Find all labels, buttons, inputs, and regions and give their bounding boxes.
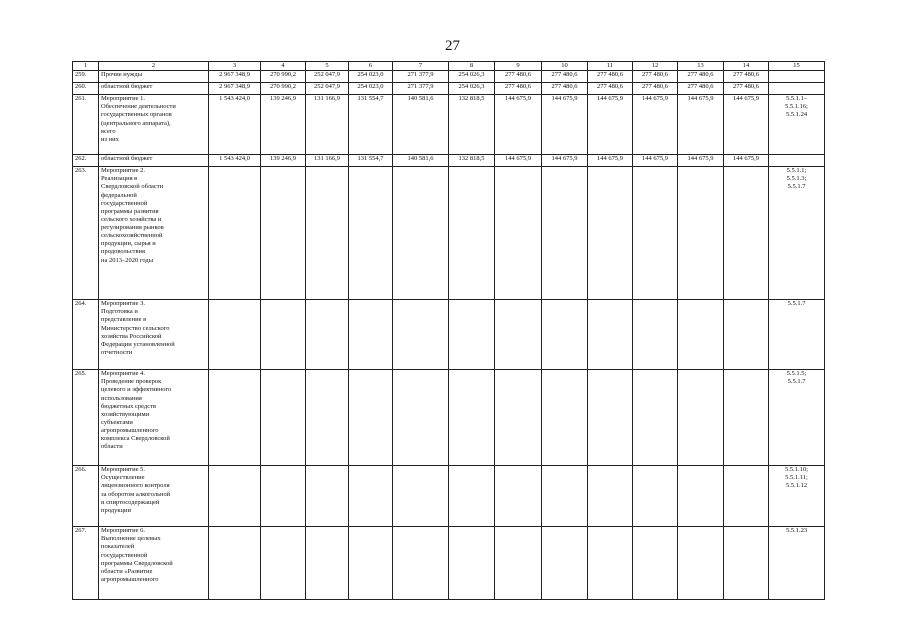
value-cell: 277 480,6 <box>588 71 633 83</box>
table-row <box>73 167 825 300</box>
table-row <box>73 466 825 527</box>
value-cell: 254 023,0 <box>349 83 393 95</box>
column-header: 11 <box>588 62 633 71</box>
value-cell <box>349 300 393 370</box>
value-cell <box>261 466 306 527</box>
value-cell: 144 675,9 <box>678 95 724 155</box>
value-cell <box>678 167 724 300</box>
target-reference <box>769 155 825 167</box>
row-number: 267. <box>73 527 99 600</box>
value-cell <box>588 370 633 466</box>
value-cell: 254 026,3 <box>449 83 495 95</box>
value-cell <box>209 300 261 370</box>
value-cell <box>542 527 588 600</box>
row-name: Мероприятие 1. Обеспечение деятельности государственных органов (центрального аппарата), всего из них <box>99 95 209 155</box>
value-cell <box>724 370 769 466</box>
value-cell <box>724 167 769 300</box>
value-cell: 270 990,2 <box>261 83 306 95</box>
value-cell <box>209 370 261 466</box>
value-cell: 131 554,7 <box>349 95 393 155</box>
row-name: Мероприятие 6. Выполнение целевых показателей государственной программы Свердловской области «Развитие агропромышленного <box>99 527 209 600</box>
value-cell <box>633 167 678 300</box>
value-cell: 277 480,6 <box>495 71 542 83</box>
column-header: 12 <box>633 62 678 71</box>
column-header: 7 <box>393 62 449 71</box>
value-cell: 270 990,2 <box>261 71 306 83</box>
value-cell: 139 246,9 <box>261 155 306 167</box>
value-cell <box>495 300 542 370</box>
row-number: 261. <box>73 95 99 155</box>
row-name: Мероприятие 2. Реализация в Свердловской области федеральной государственной программы развития сельского хозяйства и регулирования рынков сельскохозяйственной продукции, сырья и продовольствия на 2013–2020 годы <box>99 167 209 300</box>
target-reference <box>769 71 825 83</box>
value-cell <box>588 300 633 370</box>
table-row <box>73 300 825 370</box>
value-cell: 144 675,9 <box>588 95 633 155</box>
column-header: 3 <box>209 62 261 71</box>
value-cell: 144 675,9 <box>724 95 769 155</box>
value-cell <box>261 167 306 300</box>
column-header: 8 <box>449 62 495 71</box>
value-cell: 144 675,9 <box>542 155 588 167</box>
value-cell: 131 166,9 <box>306 95 349 155</box>
value-cell <box>449 527 495 600</box>
value-cell <box>449 167 495 300</box>
column-header: 1 <box>73 62 99 71</box>
value-cell: 277 480,6 <box>495 83 542 95</box>
value-cell: 140 581,6 <box>393 95 449 155</box>
page-number: 27 <box>445 38 460 54</box>
value-cell <box>495 167 542 300</box>
value-cell: 144 675,9 <box>633 95 678 155</box>
value-cell: 139 246,9 <box>261 95 306 155</box>
column-header: 9 <box>495 62 542 71</box>
value-cell: 277 480,6 <box>678 71 724 83</box>
table-row <box>73 71 825 83</box>
value-cell: 277 480,6 <box>678 83 724 95</box>
value-cell <box>542 370 588 466</box>
value-cell: 131 166,9 <box>306 155 349 167</box>
table-row <box>73 370 825 466</box>
value-cell <box>306 300 349 370</box>
row-number: 259. <box>73 71 99 83</box>
value-cell <box>495 466 542 527</box>
row-name: областной бюджет <box>99 83 209 95</box>
value-cell <box>633 300 678 370</box>
value-cell <box>588 527 633 600</box>
value-cell <box>633 466 678 527</box>
value-cell: 144 675,9 <box>633 155 678 167</box>
value-cell <box>349 466 393 527</box>
value-cell <box>261 370 306 466</box>
value-cell <box>678 527 724 600</box>
column-header: 2 <box>99 62 209 71</box>
value-cell <box>542 300 588 370</box>
value-cell: 252 047,9 <box>306 83 349 95</box>
target-reference: 5.5.1.1; 5.5.1.3; 5.5.1.7 <box>769 167 825 300</box>
value-cell <box>678 300 724 370</box>
value-cell: 277 480,6 <box>633 71 678 83</box>
value-cell <box>393 370 449 466</box>
value-cell <box>449 370 495 466</box>
row-name: Мероприятие 3. Подготовка и представление в Министерство сельского хозяйства Российской Федерации установленной отчетности <box>99 300 209 370</box>
value-cell <box>306 370 349 466</box>
value-cell <box>633 370 678 466</box>
value-cell <box>724 300 769 370</box>
row-number: 266. <box>73 466 99 527</box>
value-cell <box>349 370 393 466</box>
value-cell: 132 818,5 <box>449 155 495 167</box>
row-name: областной бюджет <box>99 155 209 167</box>
value-cell: 144 675,9 <box>542 95 588 155</box>
target-reference: 5.5.1.10; 5.5.1.11; 5.5.1.12 <box>769 466 825 527</box>
table-header-row <box>73 62 825 71</box>
value-cell <box>393 167 449 300</box>
value-cell <box>449 466 495 527</box>
row-number: 264. <box>73 300 99 370</box>
value-cell <box>209 527 261 600</box>
column-header: 5 <box>306 62 349 71</box>
value-cell: 140 581,6 <box>393 155 449 167</box>
value-cell: 277 480,6 <box>542 71 588 83</box>
table-row <box>73 155 825 167</box>
value-cell: 144 675,9 <box>724 155 769 167</box>
value-cell <box>588 466 633 527</box>
value-cell: 254 026,3 <box>449 71 495 83</box>
value-cell <box>393 527 449 600</box>
row-name: Мероприятие 5. Осуществление лицензионного контроля за оборотом алкогольной и спиртосодержащей продукции <box>99 466 209 527</box>
value-cell <box>724 466 769 527</box>
value-cell <box>306 167 349 300</box>
budget-table <box>72 61 825 600</box>
target-reference <box>769 83 825 95</box>
value-cell <box>588 167 633 300</box>
row-name: Мероприятие 4. Проведение проверок целевого и эффективного использования бюджетных средств хозяйствующими субъектами агропромышленного комплекса Свердловской области <box>99 370 209 466</box>
value-cell <box>724 527 769 600</box>
target-reference: 5.5.1.5; 5.5.1.7 <box>769 370 825 466</box>
table-row <box>73 527 825 600</box>
value-cell <box>306 466 349 527</box>
value-cell <box>393 466 449 527</box>
value-cell: 144 675,9 <box>495 95 542 155</box>
value-cell <box>393 300 449 370</box>
value-cell: 2 967 348,9 <box>209 83 261 95</box>
column-header: 13 <box>678 62 724 71</box>
value-cell <box>349 527 393 600</box>
value-cell: 1 543 424,0 <box>209 95 261 155</box>
target-reference: 5.5.1.23 <box>769 527 825 600</box>
column-header: 4 <box>261 62 306 71</box>
table-row <box>73 95 825 155</box>
value-cell <box>633 527 678 600</box>
value-cell <box>209 466 261 527</box>
row-number: 265. <box>73 370 99 466</box>
row-number: 263. <box>73 167 99 300</box>
row-name: Прочие нужды <box>99 71 209 83</box>
column-header: 14 <box>724 62 769 71</box>
value-cell: 1 543 424,0 <box>209 155 261 167</box>
value-cell <box>449 300 495 370</box>
column-header: 10 <box>542 62 588 71</box>
value-cell: 277 480,6 <box>724 83 769 95</box>
value-cell <box>495 527 542 600</box>
value-cell: 2 967 348,9 <box>209 71 261 83</box>
value-cell: 131 554,7 <box>349 155 393 167</box>
column-header: 15 <box>769 62 825 71</box>
value-cell <box>261 300 306 370</box>
value-cell <box>678 466 724 527</box>
value-cell: 277 480,6 <box>588 83 633 95</box>
value-cell <box>209 167 261 300</box>
value-cell <box>542 167 588 300</box>
value-cell <box>678 370 724 466</box>
value-cell <box>349 167 393 300</box>
value-cell: 254 023,0 <box>349 71 393 83</box>
value-cell: 144 675,9 <box>495 155 542 167</box>
value-cell <box>261 527 306 600</box>
value-cell: 132 818,5 <box>449 95 495 155</box>
target-reference: 5.5.1.1– 5.5.1.16; 5.5.1.24 <box>769 95 825 155</box>
value-cell <box>306 527 349 600</box>
value-cell: 271 377,9 <box>393 71 449 83</box>
value-cell: 144 675,9 <box>588 155 633 167</box>
value-cell: 277 480,6 <box>724 71 769 83</box>
value-cell <box>542 466 588 527</box>
row-number: 260. <box>73 83 99 95</box>
value-cell: 271 377,9 <box>393 83 449 95</box>
target-reference: 5.5.1.7 <box>769 300 825 370</box>
column-header: 6 <box>349 62 393 71</box>
value-cell: 277 480,6 <box>633 83 678 95</box>
value-cell: 252 047,9 <box>306 71 349 83</box>
row-number: 262. <box>73 155 99 167</box>
value-cell <box>495 370 542 466</box>
table-row <box>73 83 825 95</box>
value-cell: 277 480,6 <box>542 83 588 95</box>
value-cell: 144 675,9 <box>678 155 724 167</box>
